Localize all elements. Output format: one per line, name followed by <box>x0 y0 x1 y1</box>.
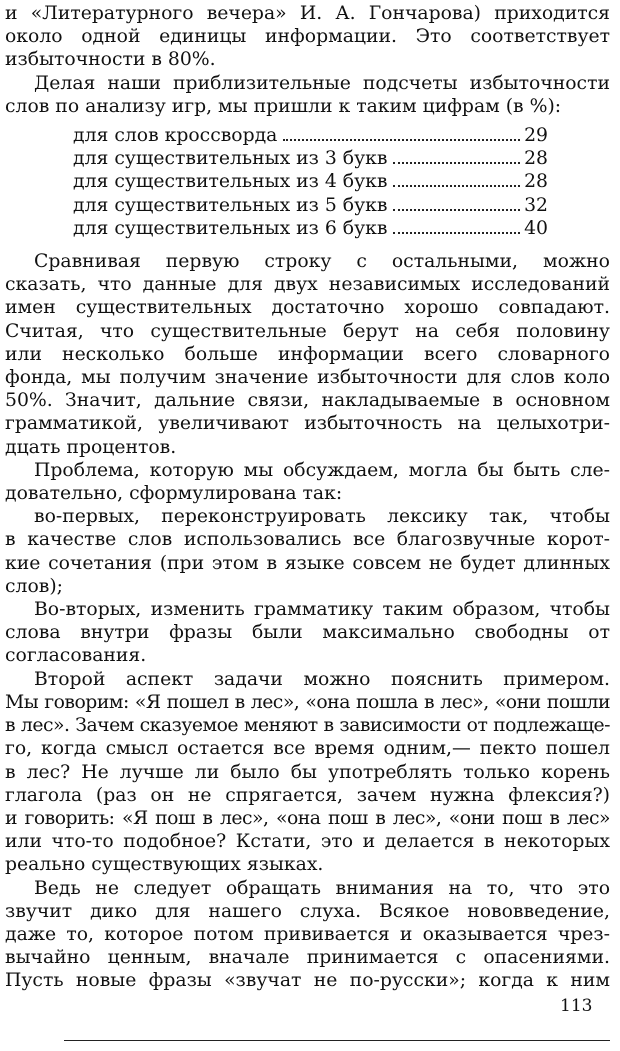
text-line: го, когда смысл остается все время одним,— пекто пошел <box>5 738 610 760</box>
text-line: Делая наши приблизительные подсчеты избыточности <box>34 72 610 94</box>
text-line: грамматикой, увеличивают избыточность на целыхотри- <box>5 413 610 435</box>
text-line: Второй аспект задачи можно пояснить примером. <box>34 668 610 690</box>
table-row <box>73 124 548 147</box>
text-line: слов по анализу игр, мы пришли к таким цифрам (в %): <box>5 95 562 117</box>
text-line: глагола (раз он не спрягается, зачем нужна флексия?) <box>5 784 610 806</box>
text-line: дцать процентов. <box>5 436 177 458</box>
text-line: кие сочетания (при этом в языке совсем не будет длинных <box>5 552 610 574</box>
table-row-label: для существительных из 5 букв <box>73 194 388 216</box>
table-row <box>73 170 548 193</box>
text-line: слов); <box>5 575 63 597</box>
text-line: и «Литературного вечера» И. А. Гончарова) приходится <box>5 3 610 24</box>
table-row-label: для слов кроссворда <box>73 125 278 147</box>
table-row-label: для существительных из 4 букв <box>73 171 388 193</box>
paragraph-first-point <box>5 505 610 598</box>
paragraph-redundancy-intro <box>5 72 610 118</box>
text-line: согласования. <box>5 645 147 667</box>
text-line: сказать, что данные для двух независимых исследований <box>5 274 610 296</box>
text-line: вычайно ценным, вначале принимается с опасениями. <box>5 947 610 969</box>
text-line: Во-вторых, изменить грамматику таким образом, чтобы <box>34 599 610 621</box>
dot-leader <box>393 209 520 211</box>
table-row-label: для существительных из 3 букв <box>73 148 388 170</box>
text-line: фонда, мы получим значение избыточности для слов коло <box>5 367 610 389</box>
table-row-value: 29 <box>524 125 548 147</box>
table-row-value: 28 <box>524 171 548 193</box>
text-line: в лес». Зачем сказуемое меняют в зависимости от подлежаще- <box>5 715 610 737</box>
text-line: Проблема, которую мы обсуждаем, могла бы быть сле- <box>34 459 610 481</box>
bottom-divider <box>64 1040 610 1041</box>
table-row-value: 32 <box>524 194 548 216</box>
dot-leader <box>393 185 520 187</box>
redundancy-table <box>73 124 548 240</box>
dot-leader <box>283 139 520 141</box>
text-line: во-первых, переконструировать лексику так, чтобы <box>34 506 610 528</box>
book-page <box>5 0 610 993</box>
dot-leader <box>393 232 520 234</box>
table-row-value: 28 <box>524 148 548 170</box>
text-line: довательно, сформулирована так: <box>5 483 343 505</box>
paragraph-continuation <box>5 2 610 72</box>
text-line: Пусть новые фразы «звучат не по-русски»; когда к ним <box>5 970 610 992</box>
text-line: реально существующих языках. <box>5 854 324 876</box>
text-line: имен существительных достаточно хорошо совпадают. <box>5 297 610 319</box>
text-line: избыточности в 80%. <box>5 49 216 71</box>
paragraph-novelty <box>5 877 610 993</box>
text-line: слова внутри фразы были максимально свободны от <box>5 622 610 644</box>
text-line: Ведь не следует обращать внимания на то, что это <box>34 877 610 899</box>
text-line: Сравнивая первую строку с остальными, можно <box>34 251 610 273</box>
paragraph-problem <box>5 459 610 505</box>
text-line: 50%. Значит, дальние связи, накладываемые в основном <box>5 390 610 412</box>
table-row-label: для существительных из 6 букв <box>73 217 388 239</box>
table-row <box>73 217 548 240</box>
text-line: или что-то подобное? Кстати, это и делается в некоторых <box>5 831 610 853</box>
paragraph-comparison <box>5 250 610 459</box>
dot-leader <box>393 162 520 164</box>
text-line: в лес? Не лучше ли было бы употреблять только корень <box>5 761 610 783</box>
paragraph-example <box>5 668 610 877</box>
text-line: в качестве слов использовались все благозвучные корот- <box>5 529 610 551</box>
text-line: звучит дико для нашего слуха. Всякое нововведение, <box>5 900 610 922</box>
text-line: и говорить: «Я пош в лес», «она пош в лес», «они пош в лес» <box>5 807 610 829</box>
table-row-value: 40 <box>524 217 548 239</box>
text-line: или несколько больше информации всего словарного <box>5 343 610 365</box>
page-number: 113 <box>560 996 593 1016</box>
text-line: даже то, которое потом прививается и оказывается чрез- <box>5 923 610 945</box>
table-row <box>73 194 548 217</box>
paragraph-second-point <box>5 598 610 668</box>
table-row <box>73 147 548 170</box>
text-line: Считая, что существительные берут на себя половину <box>5 320 610 342</box>
text-line: Мы говорим: «Я пошел в лес», «она пошла в лес», «они пошли <box>5 691 610 713</box>
text-line: около одной единицы информации. Это соответствует <box>5 26 610 48</box>
